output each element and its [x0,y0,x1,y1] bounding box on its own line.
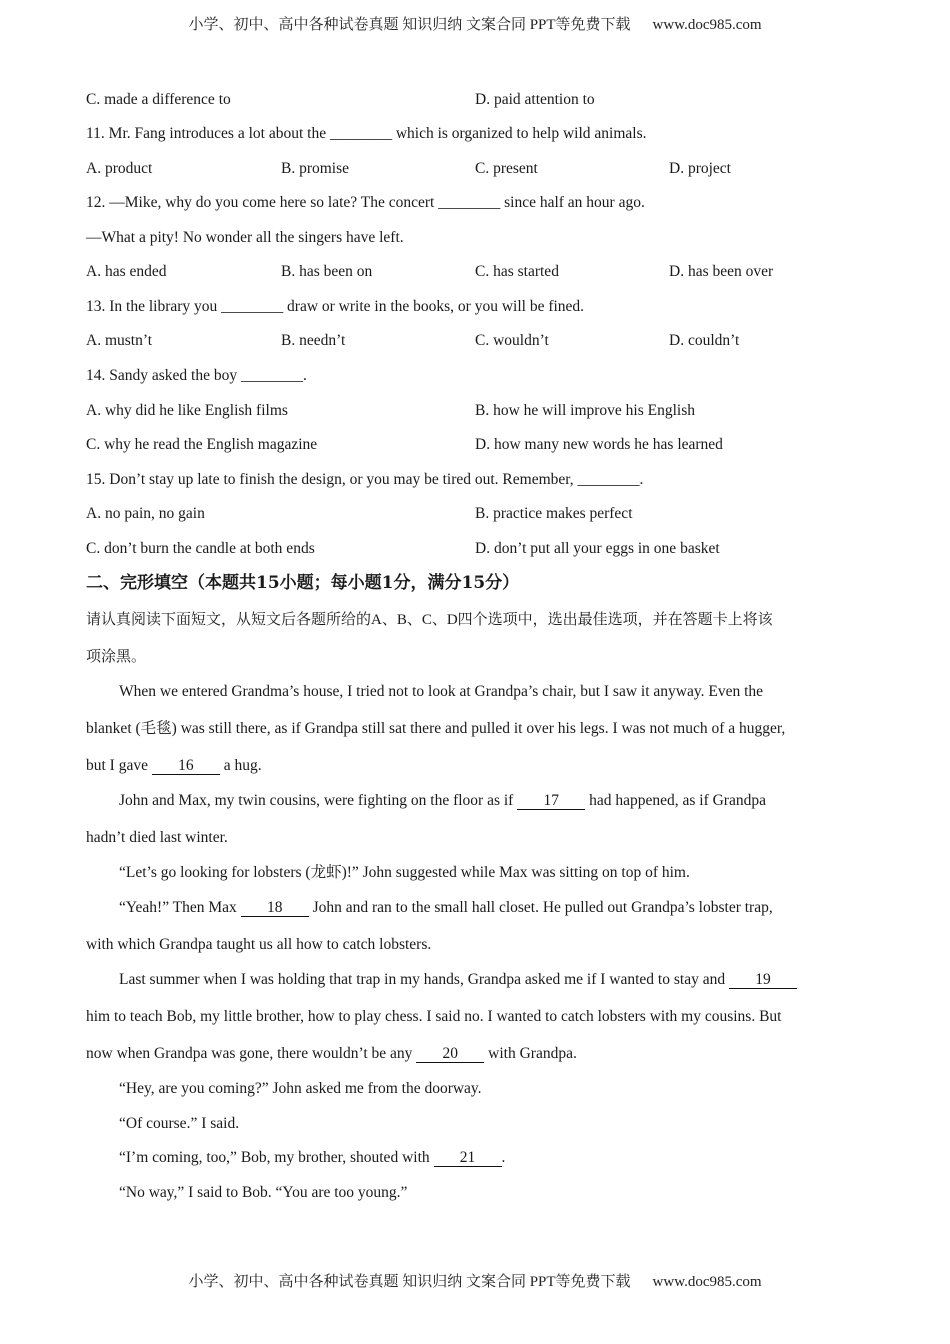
passage-line [86,1044,577,1064]
passage-text: had happened, as if Grandpa [585,792,766,809]
section-instructions-line1: 请认真阅读下面短文，从短文后各题所给的A、B、C、D四个选项中，选出最佳选项，并在答题卡上将该 [86,612,773,628]
passage-line [119,898,773,918]
passage-text: . [501,1149,506,1166]
q12-stem: 12. —Mike, why do you come here so late? The concert ________ since half an hour ago. [86,194,645,211]
q15-option-c: C. don’t burn the candle at both ends [86,540,315,557]
q11-option-c: C. present [475,160,538,177]
passage-line [119,1148,505,1168]
passage-text: “I’m coming, too,” Bob, my brother, shouted with [119,1149,434,1166]
q12-reply: —What a pity! No wonder all the singers have left. [86,229,404,246]
q14-option-b: B. how he will improve his English [475,402,696,419]
q11-stem: 11. Mr. Fang introduces a lot about the ________ which is organized to help wild animals. [86,125,647,142]
q15-option-b: B. practice makes perfect [475,505,633,522]
passage-text: now when Grandpa was gone, there wouldn’t be any [86,1045,417,1062]
q15-option-a: A. no pain, no gain [86,505,205,522]
passage-line: blanket (毛毯) was still there, as if Grandpa still sat there and pulled it over his legs. I was not much of a hugger, [86,720,786,737]
q12-option-a: A. has ended [86,263,167,280]
passage-line: “Of course.” I said. [119,1115,240,1132]
q12-option-c: C. has started [475,263,559,280]
blank-18: 18 [241,900,309,917]
passage-line [119,970,797,990]
passage-text: “Yeah!” Then Max [119,899,241,916]
passage-text: Last summer when I was holding that trap in my hands, Grandpa asked me if I wanted to stay and [119,971,729,988]
blank-16: 16 [152,758,220,775]
q13-stem: 13. In the library you ________ draw or write in the books, or you will be fined. [86,298,585,315]
q14-option-c: C. why he read the English magazine [86,436,318,453]
passage-text: John and Max, my twin cousins, were fighting on the floor as if [119,792,518,809]
passage-line: with which Grandpa taught us all how to catch lobsters. [86,936,432,953]
passage-text: John and ran to the small hall closet. He pulled out Grandpa’s lobster trap, [308,899,773,916]
passage-line: “Let’s go looking for lobsters (龙虾)!” John suggested while Max was sitting on top of him. [119,864,690,881]
q13-option-a: A. mustn’t [86,332,153,349]
passage-line: When we entered Grandma’s house, I tried not to look at Grandpa’s chair, but I saw it anyway. Even the [119,683,764,700]
q11-option-b: B. promise [281,160,350,177]
header-text: 小学、初中、高中各种试卷真题 知识归纳 文案合同 PPT等免费下载 [188,17,631,33]
q10-option-d: D. paid attention to [475,91,595,108]
q15-stem: 15. Don’t stay up late to finish the design, or you may be tired out. Remember, ________. [86,471,644,488]
q14-option-a: A. why did he like English films [86,402,288,419]
page-header [0,13,950,34]
blank-19: 19 [729,972,797,989]
passage-line: “No way,” I said to Bob. “You are too young.” [119,1184,408,1201]
header-url[interactable]: www.doc985.com [652,17,762,33]
q11-option-a: A. product [86,160,153,177]
q15-option-d: D. don’t put all your eggs in one basket [475,540,720,557]
section-title: 二、完形填空（本题共15小题；每小题1分，满分15分） [86,573,520,593]
q12-option-d: D. has been over [669,263,774,280]
blank-17: 17 [517,793,585,810]
blank-21: 21 [434,1150,502,1167]
passage-text: a hug. [219,757,262,774]
q14-option-d: D. how many new words he has learned [475,436,723,453]
q12-option-b: B. has been on [281,263,373,280]
blank-20: 20 [416,1046,484,1063]
q14-stem: 14. Sandy asked the boy ________. [86,367,307,384]
passage-text: but I gave [86,757,152,774]
footer-text: 小学、初中、高中各种试卷真题 知识归纳 文案合同 PPT等免费下载 [188,1274,631,1290]
q13-option-d: D. couldn’t [669,332,740,349]
footer-url[interactable]: www.doc985.com [652,1274,762,1290]
passage-line: hadn’t died last winter. [86,829,228,846]
passage-line: “Hey, are you coming?” John asked me from the doorway. [119,1080,482,1097]
passage-text: with Grandpa. [484,1045,577,1062]
q10-option-c: C. made a difference to [86,91,231,108]
q13-option-c: C. wouldn’t [475,332,549,349]
q13-option-b: B. needn’t [281,332,346,349]
page-footer [0,1270,950,1291]
passage-line [86,756,262,776]
passage-line [119,791,766,811]
q11-option-d: D. project [669,160,731,177]
section-instructions-line2: 项涂黑。 [86,649,147,665]
passage-line: him to teach Bob, my little brother, how to play chess. I said no. I wanted to catch lobsters with my cousins. But [86,1008,782,1025]
